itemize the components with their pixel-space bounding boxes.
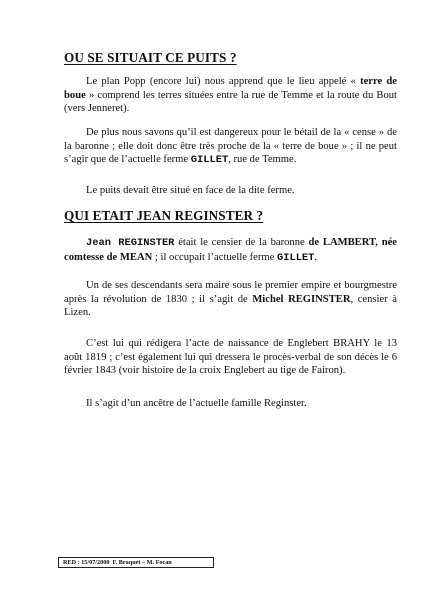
paragraph-plan-popp [64,75,397,116]
section-heading-puits: OU SE SITUAIT CE PUITS ? [64,50,237,65]
paragraph-puits-situe: Le puits devait être situé en face de la dite ferme. [86,185,295,196]
text-run: était le censier de la baronne [174,237,309,248]
bold-name-gillet: GILLET [276,251,315,264]
bold-name-lambert-mean: de LAMBERT, née comtesse de MEAN [64,237,398,263]
footer-red-date: RED : 15/07/2000 [63,559,110,566]
paragraph-descendant-maire [64,279,397,320]
paragraph-ancetre: Il s’agit d’un ancêtre de l’actuelle famille Reginster. [86,398,307,409]
paragraph-acte-naissance: C’est lui qui rédigera l’acte de naissance de Englebert BRAHY le 13 août 1819 ; c’est également lui qui dressera le procès-verbal de son décès le 6 février 1843 (voir histoire de la croix Englebert au tige de Fairon). [64,338,397,377]
footer-authors: F. Braquet – M. Focan [112,559,172,566]
paragraph-jean-reginster [64,236,397,265]
text-run: . [314,251,318,263]
bold-name-michel-reginster: Michel REGINSTER [252,293,351,305]
bold-term-terre-de-boue: terre de boue [64,76,398,101]
text-run: ; il occupait l’actuelle ferme [152,251,277,263]
bold-name-jean-reginster: Jean REGINSTER [86,237,175,249]
text-run: Un de ses descendants sera maire sous le premier empire et bourgmestre après la révolution de 1830 ; il s’agit de [64,280,397,305]
text-run: , rue de Temme. [228,154,297,166]
paragraph-cense-baronne [64,126,397,168]
text-run: Le plan Popp (encore lui) nous apprend que le lieu appelé « [86,76,361,87]
text-run: » comprend les terres situées entre la rue de Temme et la route du Bout (vers Jenneret). [64,89,397,115]
text-run: De plus nous savons qu’il est dangereux pour le bétail de la « cense » de la baronne ; elle doit donc être très proche de la « terre de boue » ; il ne peut s’agir que de l’actuelle ferme [64,127,397,166]
section-heading-reginster: QUI ETAIT JEAN REGINSTER ? [64,208,264,223]
bold-name-gillet: GILLET [190,154,229,167]
footer-credit-box [58,557,214,568]
text-run: , censier à Lizen. [64,293,397,319]
